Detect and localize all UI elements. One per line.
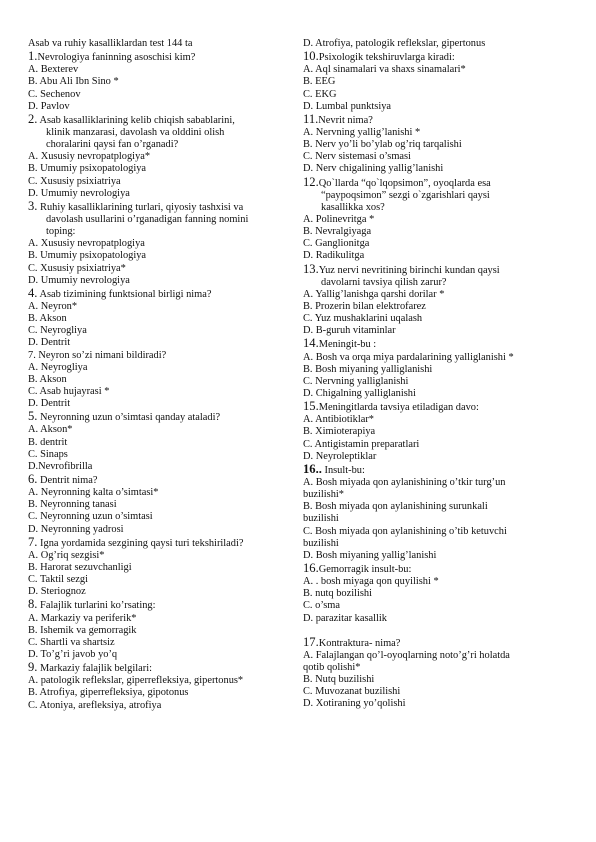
answer-option: C. Asab hujayrasi * xyxy=(28,386,110,398)
answer-option: B. Nerv yo’li bo’ylab og’riq tarqalishi xyxy=(303,139,462,151)
question-number: 10. xyxy=(303,49,319,64)
question-block xyxy=(28,113,290,200)
question-label: Igna yordamida sezgining qaysi turi tekshiriladi? xyxy=(37,537,244,549)
question-block xyxy=(303,562,578,625)
answer-option: C. Atoniya, arefleksiya, atrofiya xyxy=(28,699,162,711)
question-block xyxy=(28,473,290,536)
question-number: 6. xyxy=(28,472,38,487)
question-block xyxy=(303,113,578,176)
question-label: Neyronning uzun o’simtasi qanday ataladi? xyxy=(37,412,221,424)
answer-option: A. Markaziy va periferik* xyxy=(28,612,137,624)
question-label: Yuz nervi nevritining birinchi kundan qaysi xyxy=(318,264,500,276)
question-number: 1. xyxy=(28,49,38,64)
question-block xyxy=(28,200,290,287)
question-number: 11. xyxy=(303,111,319,126)
answer-option: B. Prozerin bilan elektrofarez xyxy=(303,301,426,313)
question-block xyxy=(303,337,578,400)
answer-option: qotib qolishi* xyxy=(303,662,361,674)
question-label: Psixologik tekshiruvlarga kiradi: xyxy=(318,52,455,64)
answer-option: D. Dentrit xyxy=(28,398,71,410)
question-block xyxy=(28,598,290,661)
answer-option: B. Atrofiya, giperrefleksiya, gipotonus xyxy=(28,687,189,699)
answer-option: A. Xususiy nevropatplogiya xyxy=(28,238,145,250)
answer-option: buzilishi* xyxy=(303,489,344,501)
answer-option: D. Umumiy nevrologiya xyxy=(28,274,130,286)
answer-option: C. EKG xyxy=(303,88,337,100)
question-block xyxy=(303,38,578,50)
answer-option: B. Umumiy psixopatologiya xyxy=(28,250,147,262)
question-number: 2. xyxy=(28,111,38,126)
answer-option: D. To’g’ri javob yo’q xyxy=(28,649,118,661)
answer-option: B. nutq bozilishi xyxy=(303,588,372,600)
answer-option: A. Yallig’lanishga qarshi dorilar * xyxy=(303,288,445,300)
answer-option: C. Sechenov xyxy=(28,88,81,100)
answer-option: B. Nutq buzilishi xyxy=(303,674,375,686)
question-number: 5. xyxy=(28,409,38,424)
question-label: Qo`llarda “qo`lqopsimon”, oyoqlarda esa xyxy=(318,177,491,189)
question-number: 15. xyxy=(303,399,319,414)
answer-option: D. Neyroleptiklar xyxy=(303,450,377,462)
answer-option: C. Yuz mushaklarini uqalash xyxy=(303,313,423,325)
answer-option: D. Pavlov xyxy=(28,100,70,112)
answer-option: A. Antibiotiklar* xyxy=(303,414,374,426)
question-block xyxy=(303,463,578,562)
answer-option: B. Harorat sezuvchanligi xyxy=(28,562,132,574)
answer-option: C. Neyronning uzun o’simtasi xyxy=(28,511,153,523)
answer-option: A. Neyrogliya xyxy=(28,361,88,373)
question-text xyxy=(303,263,578,277)
question-block xyxy=(28,350,290,411)
question-block xyxy=(303,636,578,711)
question-text xyxy=(28,536,290,550)
answer-option: B. Akson xyxy=(28,313,67,325)
answer-option: A. Aql sinamalari va shaxs sinamalari* xyxy=(303,64,466,76)
question-text xyxy=(303,400,578,414)
answer-option: A. Neyronning kalta o’simtasi* xyxy=(28,487,159,499)
question-text xyxy=(28,661,290,675)
answer-option: B. EEG xyxy=(303,76,336,88)
answer-option: B. Ximioterapiya xyxy=(303,426,376,438)
question-number: 3. xyxy=(28,198,38,213)
question-text-continued: choralarini qaysi fan o’rganadi? xyxy=(46,139,179,151)
answer-option: C. Antigistamin preparatlari xyxy=(303,438,420,450)
answer-option: buzilishi xyxy=(303,537,339,549)
question-number: 8. xyxy=(28,597,38,612)
answer-option: D. Steriognoz xyxy=(28,586,86,598)
question-text xyxy=(28,410,290,424)
question-label: Falajlik turlarini ko’rsating: xyxy=(37,600,156,612)
answer-option: A. . bosh miyaga qon quyilishi * xyxy=(303,576,439,588)
answer-option: C. Sinaps xyxy=(28,448,68,460)
answer-option: B. Bosh miyaning yalliglanishi xyxy=(303,363,433,375)
question-number: 16. xyxy=(303,561,319,576)
question-block xyxy=(28,661,290,712)
answer-option: C. Xususiy psixiatriya xyxy=(28,175,121,187)
question-text-continued: toping: xyxy=(46,226,76,238)
question-label: Nevrologiya faninning asoschisi kim? xyxy=(37,52,196,64)
answer-option: D. Bosh miyaning yallig’lanishi xyxy=(303,549,437,561)
spacer xyxy=(303,625,578,636)
answer-option: D.Nevrofibrilla xyxy=(28,460,93,472)
question-text xyxy=(28,598,290,612)
answer-option: B. dentrit xyxy=(28,436,68,448)
answer-option: C. Taktil sezgi xyxy=(28,574,88,586)
question-block xyxy=(28,50,290,113)
question-text-continued: davolarni tavsiya qilish zarur? xyxy=(321,276,447,288)
answer-option: C. Shartli va shartsiz xyxy=(28,636,115,648)
answer-option: C. Bosh miyada qon aylanishining o’tib ketuvchi xyxy=(303,525,507,537)
question-label: Ruhiy kasalliklarining turlari, qiyosiy tashxisi va xyxy=(37,201,244,213)
question-label: Meningitlarda tavsiya etiladigan davo: xyxy=(318,402,479,414)
answer-option: A. Bosh va orqa miya pardalarining yalliglanishi * xyxy=(303,351,514,363)
question-label: Kontraktura- nima? xyxy=(318,637,401,649)
answer-option: B. Bosh miyada qon aylanishining surunkali xyxy=(303,501,488,513)
question-block xyxy=(303,176,578,263)
answer-option: D. Atrofiya, patologik reflekslar, gipertonus xyxy=(303,38,486,49)
question-label: Asab kasalliklarining kelib chiqish sabablarini, xyxy=(37,114,235,126)
answer-option: A. Neyron* xyxy=(28,301,78,313)
question-label: Dentrit nima? xyxy=(37,475,98,487)
answer-option: C. Nervning yalliglanishi xyxy=(303,375,409,387)
answer-option: C. o’sma xyxy=(303,600,340,612)
answer-option: D. Nerv chigalining yallig’lanishi xyxy=(303,163,444,175)
answer-option: A. Xususiy nevropatplogiya* xyxy=(28,151,151,163)
question-text: 7. Neyron so’zi nimani bildiradi? xyxy=(28,349,167,361)
question-label: Insult-bu: xyxy=(321,464,365,476)
question-block xyxy=(28,287,290,350)
question-label: Markaziy falajlik belgilari: xyxy=(37,663,152,675)
answer-option: D. Umumiy nevrologiya xyxy=(28,187,130,199)
question-number: 9. xyxy=(28,660,38,675)
answer-option: A. Falajlangan qo’l-oyoqlarning noto’g’ri holatda xyxy=(303,649,510,661)
answer-option: C. Muvozanat buzilishi xyxy=(303,686,401,698)
answer-option: D. Xotiraning yo’qolishi xyxy=(303,698,406,710)
answer-option: A. Akson* xyxy=(28,424,73,436)
question-block xyxy=(303,400,578,463)
question-text xyxy=(303,636,578,650)
answer-option: D. B-guruh vitaminlar xyxy=(303,325,396,337)
answer-option: A. Og’riq sezgisi* xyxy=(28,549,105,561)
question-block xyxy=(28,536,290,599)
answer-option: B. Akson xyxy=(28,373,67,385)
left-column xyxy=(28,38,290,712)
answer-option: D. Chigalning yalliglanishi xyxy=(303,388,416,400)
answer-option: C. Neyrogliya xyxy=(28,325,87,337)
question-text xyxy=(303,337,578,351)
question-text-continued: davolash usullarini o’rganadigan fanning nomini xyxy=(46,214,249,226)
question-text xyxy=(28,473,290,487)
question-number: 7. xyxy=(28,534,38,549)
question-text xyxy=(28,113,290,127)
answer-option: D. Lumbal punktsiya xyxy=(303,100,392,112)
question-text-continued: kasallikka xos? xyxy=(321,201,385,213)
question-text-continued: klinik manzarasi, davolash va olddini olish xyxy=(46,127,225,139)
question-label: Meningit-bu : xyxy=(318,339,377,351)
answer-option: A. Bosh miyada qon aylanishining o’tkir turg’un xyxy=(303,477,506,489)
answer-option: A. Bexterev xyxy=(28,64,79,76)
question-block xyxy=(303,50,578,113)
question-number: 14. xyxy=(303,336,319,351)
question-text xyxy=(28,287,290,301)
question-label: Nevrit nima? xyxy=(318,114,373,126)
answer-option: C. Ganglionitga xyxy=(303,238,370,250)
answer-option: B. Umumiy psixopatologiya xyxy=(28,163,147,175)
answer-option: D. Radikulitga xyxy=(303,250,365,262)
question-text-continued: “paypoqsimon” sezgi o`zgarishlari qaysi xyxy=(321,189,490,201)
answer-option: buzilishi xyxy=(303,513,339,525)
right-column xyxy=(303,38,578,711)
question-text xyxy=(303,562,578,576)
answer-option: A. Nervning yallig’lanishi * xyxy=(303,127,421,139)
question-number: 16.. xyxy=(303,461,322,476)
question-text xyxy=(303,50,578,64)
question-block xyxy=(28,410,290,473)
question-text xyxy=(28,50,290,64)
question-text xyxy=(28,200,290,214)
answer-option: A. patologik reflekslar, giperrefleksiya, gipertonus* xyxy=(28,675,244,687)
question-number: 12. xyxy=(303,174,319,189)
answer-option: D. parazitar kasallik xyxy=(303,612,387,624)
answer-option: B. Abu Ali Ibn Sino * xyxy=(28,76,119,88)
answer-option: C. Xususiy psixiatriya* xyxy=(28,262,126,274)
answer-option: B. Ishemik va gemorragik xyxy=(28,624,137,636)
answer-option: A. Polinevritga * xyxy=(303,214,375,226)
answer-option: C. Nerv sistemasi o’smasi xyxy=(303,151,411,163)
question-label: Asab tizimining funktsional birligi nima? xyxy=(37,288,212,300)
question-text xyxy=(303,176,578,190)
question-number: 13. xyxy=(303,261,319,276)
question-label: Gemorragik insult-bu: xyxy=(318,564,412,576)
answer-option: D. Dentrit xyxy=(28,337,71,349)
question-text xyxy=(303,463,578,477)
question-block xyxy=(303,263,578,338)
document-title: Asab va ruhiy kasalliklardan test 144 ta xyxy=(28,38,193,49)
answer-option: D. Neyronning yadrosi xyxy=(28,523,124,535)
answer-option: B. Neyronning tanasi xyxy=(28,499,117,511)
answer-option: B. Nevralgiyaga xyxy=(303,226,372,238)
question-number: 4. xyxy=(28,285,38,300)
question-number: 17. xyxy=(303,634,319,649)
question-text xyxy=(303,113,578,127)
